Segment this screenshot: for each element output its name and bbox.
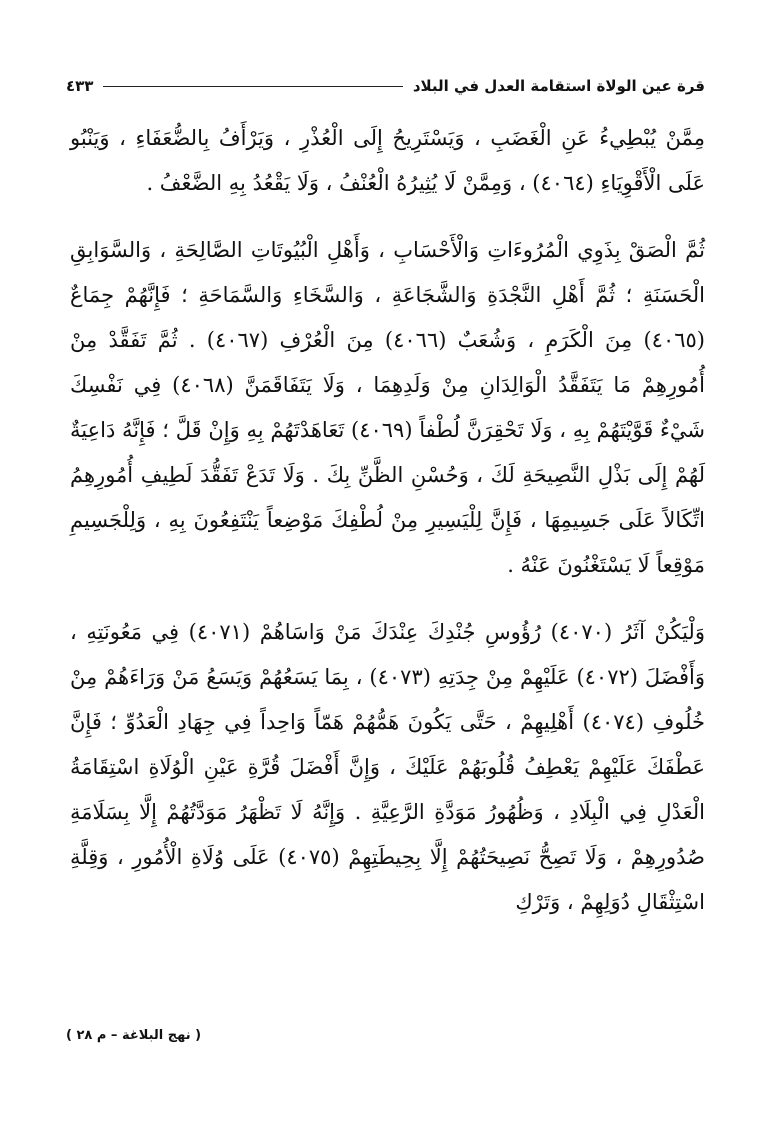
running-header-title: قرة عين الولاة استقامة العدل في البلاد xyxy=(412,77,705,95)
paragraph-3: وَلْيَكُنْ آثَرُ (٤٠٧٠) رُؤُوسِ جُنْدِكَ عِنْدَكَ مَنْ وَاسَاهُمْ (٤٠٧١) فِي مَعُونَتِهِ ، وَأَفْضَلَ (٤٠٧٢) عَلَيْهِمْ مِنْ جِدَتِهِ (٤٠٧٣) ، بِمَا يَسَعُهُمْ وَيَسَعُ مَنْ وَرَاءَهُمْ مِنْ خُلُوفِ (٤٠٧٤) أَهْلِيهِمْ ، حَتَّى يَكُونَ هَمُّهُمْ هَمّاً وَاحِداً فِي جِهَادِ الْعَدُوِّ ؛ فَإِنَّ عَطْفَكَ عَلَيْهِمْ يَعْطِفُ قُلُوبَهُمْ عَلَيْكَ ، وَإِنَّ أَفْضَلَ قُرَّةِ عَيْنِ الْوُلَاةِ اسْتِقَامَةُ الْعَدْلِ فِي الْبِلَادِ ، وَظُهُورُ مَوَدَّةِ الرَّعِيَّةِ . وَإِنَّهُ لَا تَظْهَرُ مَوَدَّتُهُمْ إِلَّا بِسَلَامَةِ صُدُورِهِمْ ، وَلَا تَصِحُّ نَصِيحَتُهُمْ إِلَّا بِحِيطَتِهِمْ (٤٠٧٥) عَلَى وُلَاةِ الْأُمُورِ ، وَقِلَّةِ اسْتِثْقَالِ دُوَلِهِمْ ، وَتَرْكِ xyxy=(70,620,706,914)
header-rule xyxy=(103,86,402,87)
paragraph-2: ثُمَّ الْصَقْ بِذَوِي الْمُرُوءَاتِ وَالْأَحْسَابِ ، وَأَهْلِ الْبُيُوتَاتِ الصَّالِحَةِ ، وَالسَّوَابِقِ الْحَسَنَةِ ؛ ثُمَّ أَهْلِ النَّجْدَةِ وَالشَّجَاعَةِ ، وَالسَّخَاءِ وَالسَّمَاحَةِ ؛ فَإِنَّهُمْ جِمَاعٌ (٤٠٦٥) مِنَ الْكَرَمِ ، وَشُعَبٌ (٤٠٦٦) مِنَ الْعُرْفِ (٤٠٦٧) . ثُمَّ تَفَقَّدْ مِنْ أُمُورِهِمْ مَا يَتَفَقَّدُ الْوَالِدَانِ مِنْ وَلَدِهِمَا ، وَلَا يَتَفَاقَمَنَّ (٤٠٦٨) فِي نَفْسِكَ شَيْءٌ قَوَّيْتَهُمْ بِهِ ، وَلَا تَحْقِرَنَّ لُطْفاً (٤٠٦٩) تَعَاهَدْتَهُمْ بِهِ وَإِنْ قَلَّ ؛ فَإِنَّهُ دَاعِيَةٌ لَهُمْ إِلَى بَذْلِ النَّصِيحَةِ لَكَ ، وَحُسْنِ الظَّنِّ بِكَ . وَلَا تَدَعْ تَفَقُّدَ لَطِيفِ أُمُورِهِمُ اتِّكَالاً عَلَى جَسِيمِهَا ، فَإِنَّ لِلْيَسِيرِ مِنْ لُطْفِكَ مَوْضِعاً يَنْتَفِعُونَ بِهِ ، وَلِلْجَسِيمِ مَوْقِعاً لَا يَسْتَغْنُونَ عَنْهُ . xyxy=(70,238,705,577)
running-header xyxy=(66,72,705,100)
paragraph-1: مِمَّنْ يُبْطِيءُ عَنِ الْغَضَبِ ، وَيَسْتَرِيحُ إِلَى الْعُذْرِ ، وَيَرْأَفُ بِالضُّعَفَاءِ ، وَيَنْبُو عَلَى الْأَقْوِيَاءِ (٤٠٦٤) ، وَمِمَّنْ لَا يُثِيرُهُ الْعُنْفُ ، وَلَا يَقْعُدُ بِهِ الضَّعْفُ . xyxy=(70,126,705,195)
page-number: ٤٣٣ xyxy=(66,77,94,95)
body-text xyxy=(70,116,705,925)
signature-mark: ( نهج البلاغة – م ٢٨ ) xyxy=(66,1028,202,1043)
